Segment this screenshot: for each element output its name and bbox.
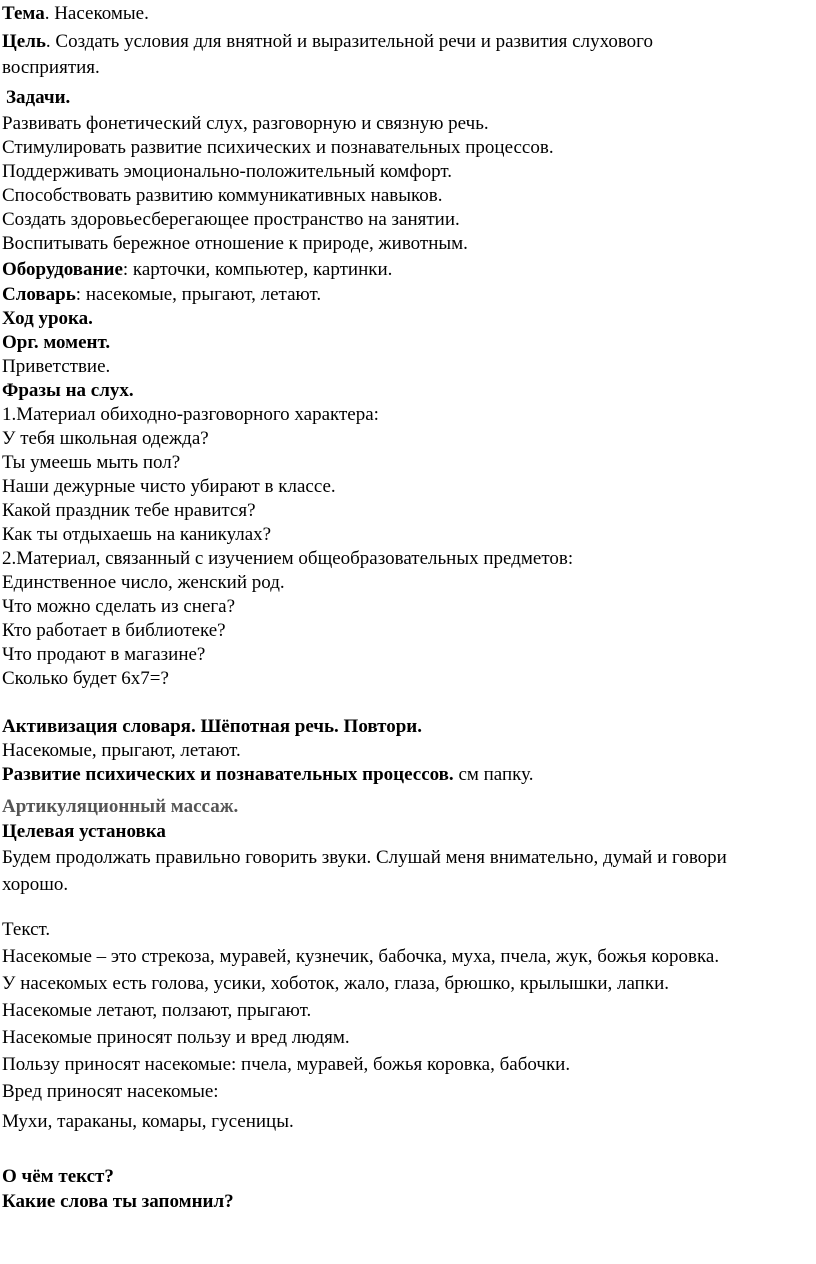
development-label: Развитие психических и познавательных процессов.: [2, 764, 454, 785]
greeting-line: Приветствие.: [2, 356, 111, 377]
lesson-heading: Ход урока.: [2, 308, 93, 329]
vocabulary-line: [2, 283, 321, 307]
task-item: Воспитывать бережное отношение к природе, животным.: [2, 233, 468, 254]
activation-heading: Активизация словаря. Шёпотная речь. Повтори.: [2, 716, 422, 737]
vocabulary-text: : насекомые, прыгают, летают.: [75, 284, 322, 305]
phrases-heading: Фразы на слух.: [2, 380, 134, 401]
topic-line: [2, 2, 149, 26]
target-line-2: хорошо.: [2, 874, 69, 895]
target-line-1: Будем продолжать правильно говорить звуки. Слушай меня внимательно, думай и говори: [2, 847, 727, 868]
development-line: [2, 763, 533, 787]
equipment-text: : карточки, компьютер, картинки.: [122, 259, 393, 280]
topic-text: . Насекомые.: [44, 3, 149, 24]
text-line: Насекомые приносят пользу и вред людям.: [2, 1027, 350, 1048]
text-title: Текст.: [2, 919, 51, 940]
question-1: О чём текст?: [2, 1166, 114, 1187]
text-line: Мухи, тараканы, комары, гусеницы.: [2, 1111, 294, 1132]
phrase-item: Что можно сделать из снега?: [2, 596, 236, 617]
equipment-line: [2, 258, 392, 282]
phrase-item: Как ты отдыхаешь на каникулах?: [2, 524, 272, 545]
goal-text: . Создать условия для внятной и выразительной речи и развития слухового: [45, 31, 654, 52]
massage-heading: Артикуляционный массаж.: [2, 796, 239, 817]
phrase-item: Какой праздник тебе нравится?: [2, 500, 256, 521]
phrase-item: Ты умеешь мыть пол?: [2, 452, 181, 473]
text-line: Вред приносят насекомые:: [2, 1081, 219, 1102]
topic-label: Тема: [2, 3, 45, 24]
goal-line-2: восприятия.: [2, 57, 100, 78]
activation-words: Насекомые, прыгают, летают.: [2, 740, 241, 761]
tasks-heading: Задачи.: [6, 87, 71, 108]
task-item: Поддерживать эмоционально-положительный комфорт.: [2, 161, 452, 182]
goal-line: [2, 30, 653, 54]
task-item: Развивать фонетический слух, разговорную и связную речь.: [2, 113, 489, 134]
target-heading: Целевая установка: [2, 821, 166, 842]
task-item: Способствовать развитию коммуникативных навыков.: [2, 185, 443, 206]
task-item: Создать здоровьесберегающее пространство на занятии.: [2, 209, 460, 230]
phrase-item: Единственное число, женский род.: [2, 572, 285, 593]
phrase-item: У тебя школьная одежда?: [2, 428, 209, 449]
text-line: У насекомых есть голова, усики, хоботок, жало, глаза, брюшко, крылышки, лапки.: [2, 973, 669, 994]
text-line: Пользу приносят насекомые: пчела, муравей, божья коровка, бабочки.: [2, 1054, 571, 1075]
task-item: Стимулировать развитие психических и познавательных процессов.: [2, 137, 554, 158]
text-line: Насекомые летают, ползают, прыгают.: [2, 1000, 312, 1021]
development-text: см папку.: [453, 764, 534, 785]
phrase-item: Сколько будет 6х7=?: [2, 668, 169, 689]
equipment-label: Оборудование: [2, 259, 123, 280]
goal-label: Цель: [2, 31, 46, 52]
org-moment-heading: Орг. момент.: [2, 332, 111, 353]
phrases-part2-title: 2.Материал, связанный с изучением общеобразовательных предметов:: [2, 548, 574, 569]
vocabulary-label: Словарь: [2, 284, 76, 305]
phrase-item: Кто работает в библиотеке?: [2, 620, 226, 641]
phrases-part1-title: 1.Материал обиходно-разговорного характера:: [2, 404, 379, 425]
question-2: Какие слова ты запомнил?: [2, 1191, 234, 1212]
text-line: Насекомые – это стрекоза, муравей, кузнечик, бабочка, муха, пчела, жук, божья коровка.: [2, 946, 720, 967]
phrase-item: Что продают в магазине?: [2, 644, 206, 665]
phrase-item: Наши дежурные чисто убирают в классе.: [2, 476, 336, 497]
